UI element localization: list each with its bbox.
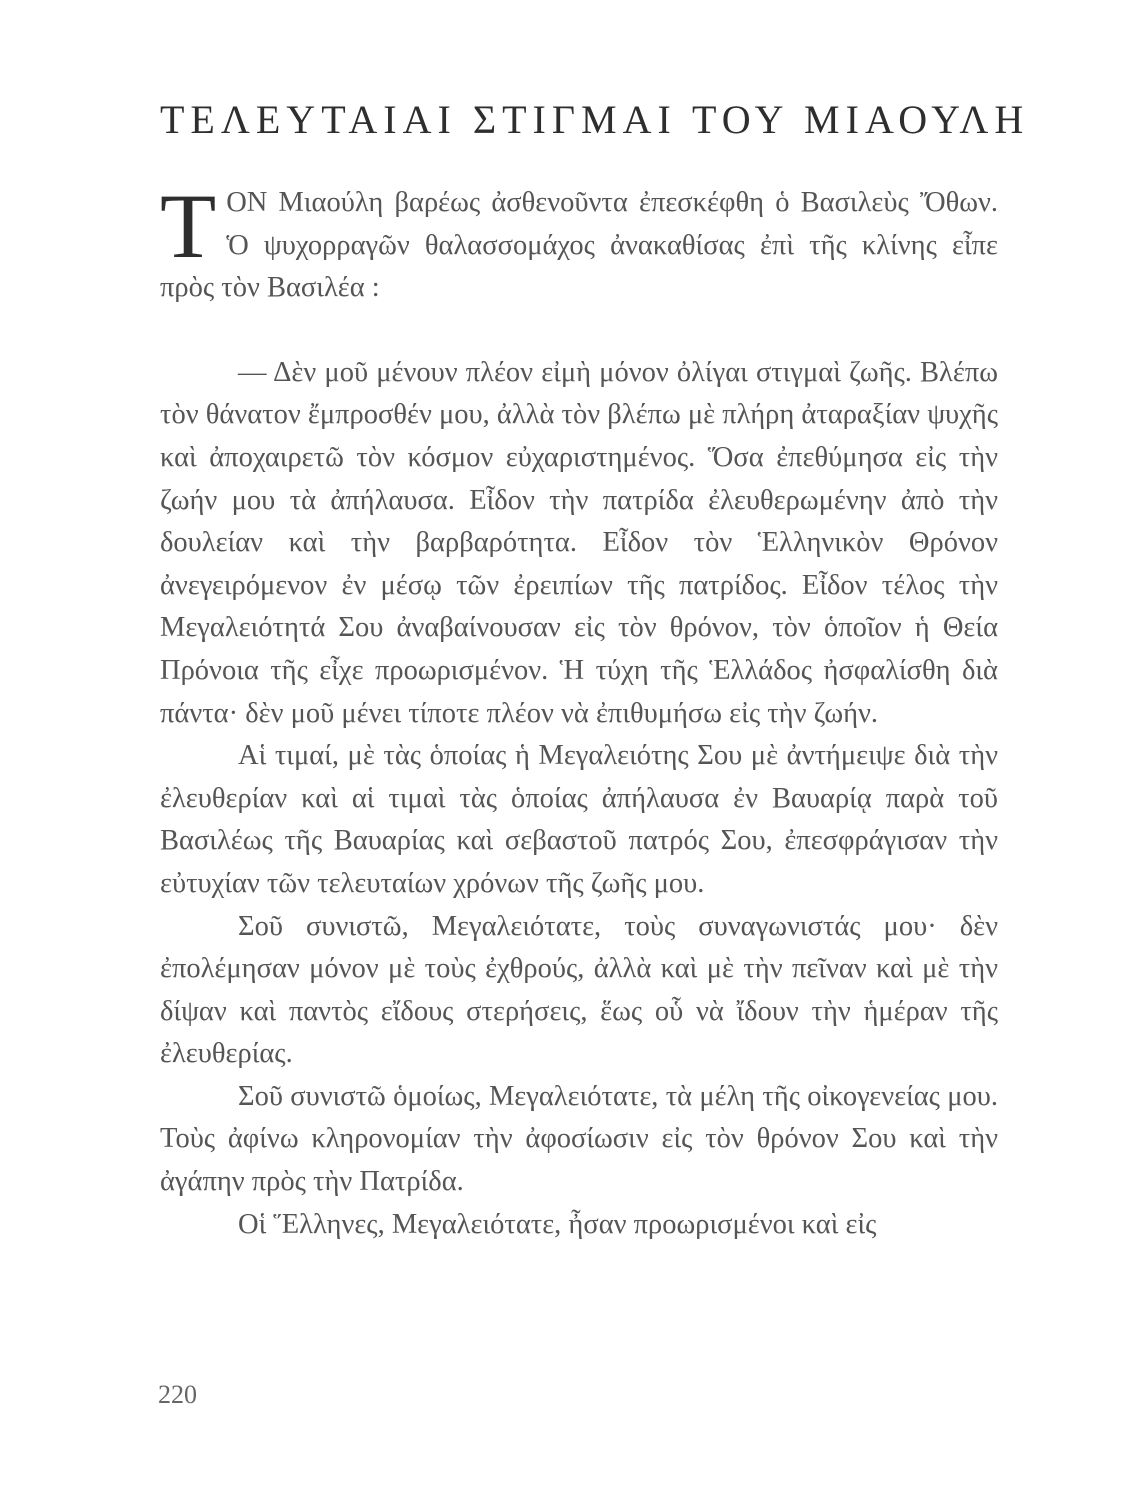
paragraph: Οἱ Ἕλληνες, Μεγαλειότατε, ἦσαν προωρισμένοι καὶ εἰς [238,1208,877,1240]
paragraph: Αἱ τιμαί, μὲ τὰς ὁποίας ἡ Μεγαλειότης Σου μὲ ἀντήμειψε διὰ τὴν ἐλευθερίαν καὶ αἱ τιμαὶ τὰς ὁποίας ἀπήλαυσα ἐν Βαυαρίᾳ παρὰ τοῦ Βασιλέως τῆς Βαυαρίας καὶ σεβαστοῦ πατρός Σου, ἐπεσφράγισαν τὴν εὐτυχίαν τῶν τελευταίων χρόνων τῆς ζωῆς μου. [160,740,998,899]
paragraph: Σοῦ συνιστῶ ὁμοίως, Μεγαλειότατε, τὰ μέλη τῆς οἰκογενείας μου. Τοὺς ἀφίνω κληρονομίαν τὴν ἀφοσίωσιν εἰς τὸν θρόνον Σου καὶ τὴν ἀγάπην πρὸς τὴν Πατρίδα. [160,1080,998,1198]
opening-paragraph-text: ΟΝ Μιαούλη βαρέως ἀσθενοῦντα ἐπεσκέφθη ὁ Βασιλεὺς Ὄθων. Ὁ ψυχορραγῶν θαλασσομάχος ἀνακαθίσας ἐπὶ τῆς κλίνης εἶπε πρὸς τὸν Βασιλέα : [160,187,998,304]
opening-paragraph [160,175,998,310]
page-number: 220 [158,1380,197,1409]
drop-cap: Τ [160,175,217,277]
paragraph: Σοῦ συνιστῶ, Μεγαλειότατε, τοὺς συναγωνιστάς μου· δὲν ἐπολέμησαν μόνον μὲ τοὺς ἐχθρούς, ἀλλὰ καὶ μὲ τὴν πεῖναν καὶ μὲ τὴν δίψαν καὶ παντὸς εἴδους στερήσεις, ἕως οὗ νὰ ἴδουν τὴν ἡμέραν τῆς ἐλευθερίας. [160,910,998,1070]
paragraph: — Δὲν μοῦ μένουν πλέον εἰμὴ μόνον ὀλίγαι στιγμαὶ ζωῆς. Βλέπω τὸν θάνατον ἔμπροσθέν μου, ἀλλὰ τὸν βλέπω μὲ πλήρη ἀταραξίαν ψυχῆς καὶ ἀποχαιρετῶ τὸν κόσμον εὐχαριστημένος. Ὅσα ἐπεθύμησα εἰς τὴν ζωήν μου τὰ ἀπήλαυσα. Εἶδον τὴν πατρίδα ἐλευθερωμένην ἀπὸ τὴν δουλείαν καὶ τὴν βαρβαρότητα. Εἶδον τὸν Ἑλληνικὸν Θρόνον ἀνεγειρόμενον ἐν μέσῳ τῶν ἐρειπίων τῆς πατρίδος. Εἶδον τέλος τὴν Μεγαλειότητά Σου ἀναβαίνουσαν εἰς τὸν θρόνον, τὸν ὁποῖον ἡ Θεία Πρόνοια τῆς εἶχε προωρισμένον. Ἡ τύχη τῆς Ἑλλάδος ἠσφαλίσθη διὰ πάντα· δὲν μοῦ μένει τίποτε πλέον νὰ ἐπιθυμήσω εἰς τὴν ζωήν. [160,356,998,729]
chapter-title: ΤΕΛΕΥΤΑΙΑΙ ΣΤΙΓΜΑΙ ΤΟΥ ΜΙΑΟΥΛΗ [160,97,1030,142]
body-text [160,175,998,1246]
